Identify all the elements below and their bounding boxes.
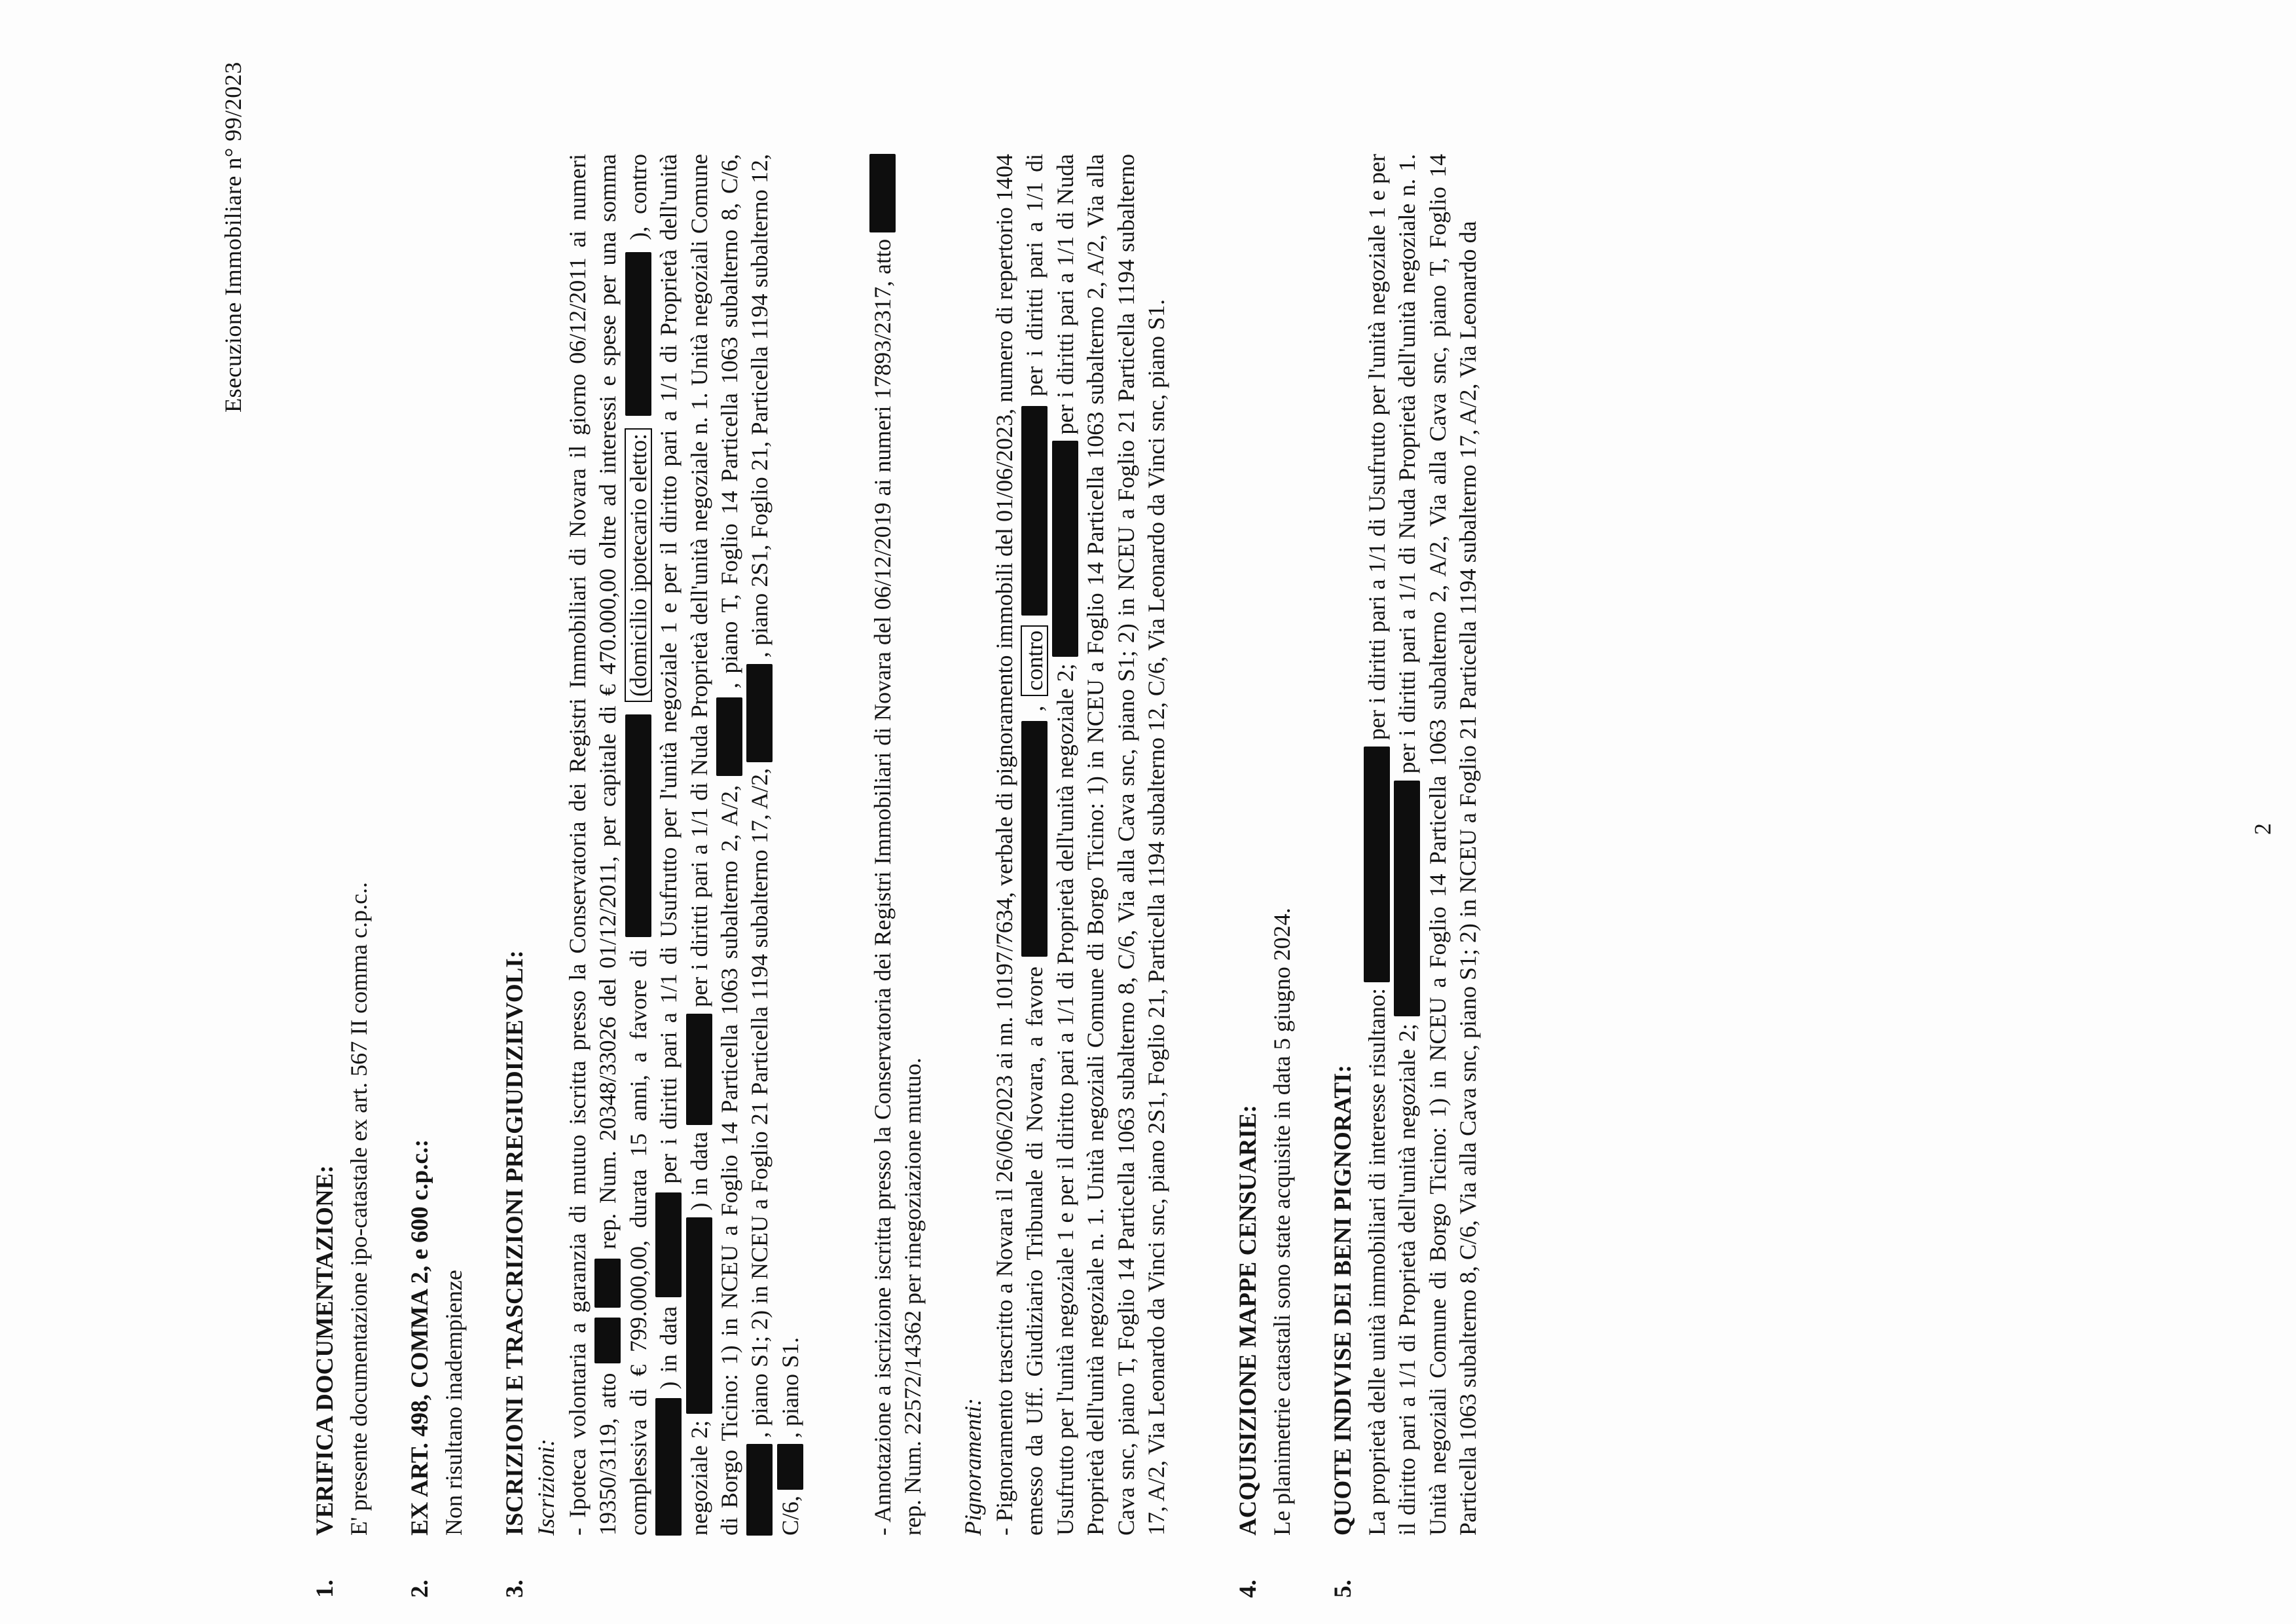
page-number: 2 — [2250, 823, 2276, 835]
redaction-block — [1394, 781, 1420, 1016]
ipoteca-text-a: - Ipoteca volontaria a garanzia di mutuo iscritta presso la Conservatoria dei Registri Immobiliari di Novara il giorno 06/12/2011 ai numeri 19350/3119, atto — [564, 154, 621, 1536]
section-4-title: ACQUISIZIONE MAPPE CENSUARIE: — [1235, 1105, 1262, 1536]
quote-text-a: La proprietà delle unità immobiliari di interesse risultano: — [1364, 988, 1390, 1536]
pignoramento-text-c: per i diritti pari a 1/1 di Usufrutto per l'unità negoziale 1 e per il diritto pari a 1/1 di Proprietà dell'unità negoziale 2; — [1021, 153, 1078, 1536]
annotazione-text-b: rep. Num. 22572/14362 per rinegoziazione mutuo. — [900, 1058, 926, 1536]
section-3-number: 3. — [501, 1579, 528, 1598]
annotazione-paragraph — [867, 154, 928, 1536]
redaction-block — [1021, 406, 1048, 616]
redaction-block — [655, 1192, 682, 1297]
pignoramenti-label: Pignoramenti: — [960, 1398, 986, 1536]
contro-note: contro — [1021, 625, 1048, 696]
redaction-block — [655, 1398, 682, 1536]
ipoteca-paragraph — [562, 154, 805, 1536]
section-5-title: QUOTE INDIVISE DEI BENI PIGNORATI: — [1330, 1065, 1357, 1536]
redaction-block — [686, 1014, 712, 1125]
redaction-block — [625, 714, 651, 937]
quote-text-d: Unità negoziali Comune di Borgo Ticino: 1) in NCEU a Foglio 14 Particella 1063 subalterno 2, A/2, Via alla Cava snc, piano T, Foglio 14 Particella 1063 subalterno 8, C/6, Via alla Cava snc, piano S1; 2) in NCEU a Foglio 21 Particella 1194 subalterno 17, A/2, Via Leonardo da — [1424, 154, 1482, 1536]
redaction-block — [625, 252, 651, 416]
section-2-text: Non risultano inadempienze — [441, 1270, 467, 1536]
ipoteca-text-b: rep. Num. 20348/33026 del 01/12/2011, per capitale di € 470.000,00 oltre ad interessi e spese per una somma complessiva di € 799.000,00, durata 15 anni, a favore di — [594, 153, 651, 1536]
redaction-block — [686, 1217, 712, 1414]
case-reference: Esecuzione Immobiliare n° 99/2023 — [220, 62, 246, 413]
ipoteca-text-g: ) in data — [685, 1132, 712, 1211]
redaction-block — [1364, 747, 1390, 982]
section-4-number: 4. — [1235, 1579, 1262, 1598]
section-2-title: EX ART. 498, COMMA 2, e 600 c.p.c.: — [407, 1139, 433, 1536]
section-1-number: 1. — [312, 1579, 338, 1598]
ipoteca-text-k: , piano 2S1, Foglio 21, Particella 1194 subalterno 12, C/6, — [746, 154, 803, 1536]
section-5-number: 5. — [1330, 1579, 1357, 1598]
redaction-block — [594, 1259, 621, 1308]
redaction-block — [777, 1444, 803, 1490]
domicilio-note: (domicilio ipotecario eletto: — [625, 428, 652, 702]
redaction-block — [716, 697, 742, 776]
pignoramento-text-d: per i diritti pari a 1/1 di Nuda Proprietà dell'unità negoziale n. 1. — [1051, 154, 1109, 1536]
ipoteca-text-j: , piano S1; 2) in NCEU a Foglio 21 Particella 1194 subalterno 17, A/2, — [746, 767, 773, 1438]
redaction-block — [1052, 441, 1078, 657]
pignoramento-text-e: Unità negoziali Comune di Borgo Ticino: 1) in NCEU a Foglio 14 Particella 1063 subalterno 2, A/2, Via alla Cava snc, piano T, Foglio 14 Particella 1063 subalterno 8, C/6, Via alla Cava snc, piano S1; 2) in NCEU a Foglio 21 Particella 1194 subalterno 17, A/2, Via Leonardo da Vinci snc, piano 2S1, Foglio 21, Particella 1194 subalterno 12, C/6, Via Leonardo da Vinci snc, piano S1. — [1082, 153, 1170, 1536]
quote-paragraph — [1362, 154, 1484, 1536]
quote-text-c: per i diritti pari a 1/1 di Nuda Proprietà dell'unità negoziale n. 1. — [1394, 153, 1421, 774]
section-3-title: ISCRIZIONI E TRASCRIZIONI PREGIUDIZIEVOLI: — [501, 950, 528, 1536]
redaction-block — [869, 154, 896, 232]
ipoteca-text-l: , piano S1. — [776, 1337, 803, 1438]
ipoteca-text-d: per i diritti pari a 1/1 di Usufrutto per l'unità negoziale 1 e per il diritto pari a 1/1 di Proprietà dell'unità negoziale 2; — [655, 153, 712, 1536]
ipoteca-text-i: , piano T, Foglio 14 Particella 1063 subalterno 8, C/6, — [716, 153, 743, 689]
redaction-block — [594, 1318, 621, 1363]
ipoteca-text-f: per i diritti pari a 1/1 di Nuda Proprietà dell'unità negoziale n. 1. — [685, 392, 712, 1007]
ipoteca-text-c: ), contro — [625, 154, 651, 240]
ipoteca-text-h: Unità negoziali Comune di Borgo Ticino: 1) in NCEU a Foglio 14 Particella 1063 subalterno 2, A/2, — [685, 153, 743, 1536]
section-1-title: VERIFICA DOCUMENTAZIONE: — [312, 1165, 338, 1536]
annotazione-text-a: - Annotazione a iscrizione iscritta presso la Conservatoria dei Registri Immobiliari di Novara del 06/12/2019 ai numeri 17893/2317, atto — [869, 238, 896, 1536]
rotated-document — [147, 13, 2296, 1598]
iscrizioni-label: Iscrizioni: — [533, 1439, 559, 1536]
pignoramento-text-a: - Pignoramento trascritto a Novara il 26/06/2023 ai nn. 10197/7634, verbale di pignoramento immobili del 01/06/2023, numero di repertorio 1404 emesso da Uff. Giudiziario Tribunale di Novara, a favore — [991, 154, 1048, 1536]
redaction-block — [746, 1444, 773, 1536]
section-4-text: Le planimetrie catastali sono state acquisite in data 5 giugno 2024. — [1269, 908, 1295, 1536]
quote-text-b: per i diritti pari a 1/1 di Usufrutto per l'unità negoziale 1 e per il diritto pari a 1/1 di Proprietà dell'unità negoziale 2; — [1364, 153, 1421, 1536]
pignoramento-paragraph — [989, 154, 1171, 1536]
redaction-block — [746, 664, 773, 762]
redaction-block — [1021, 721, 1048, 957]
ipoteca-text-e: ) in data — [655, 1306, 682, 1390]
section-2-number: 2. — [407, 1579, 433, 1598]
section-1-text: E' presente documentazione ipo-catastale ex art. 567 II comma c.p.c.. — [346, 881, 372, 1536]
pignoramento-text-b: , — [1021, 705, 1048, 712]
